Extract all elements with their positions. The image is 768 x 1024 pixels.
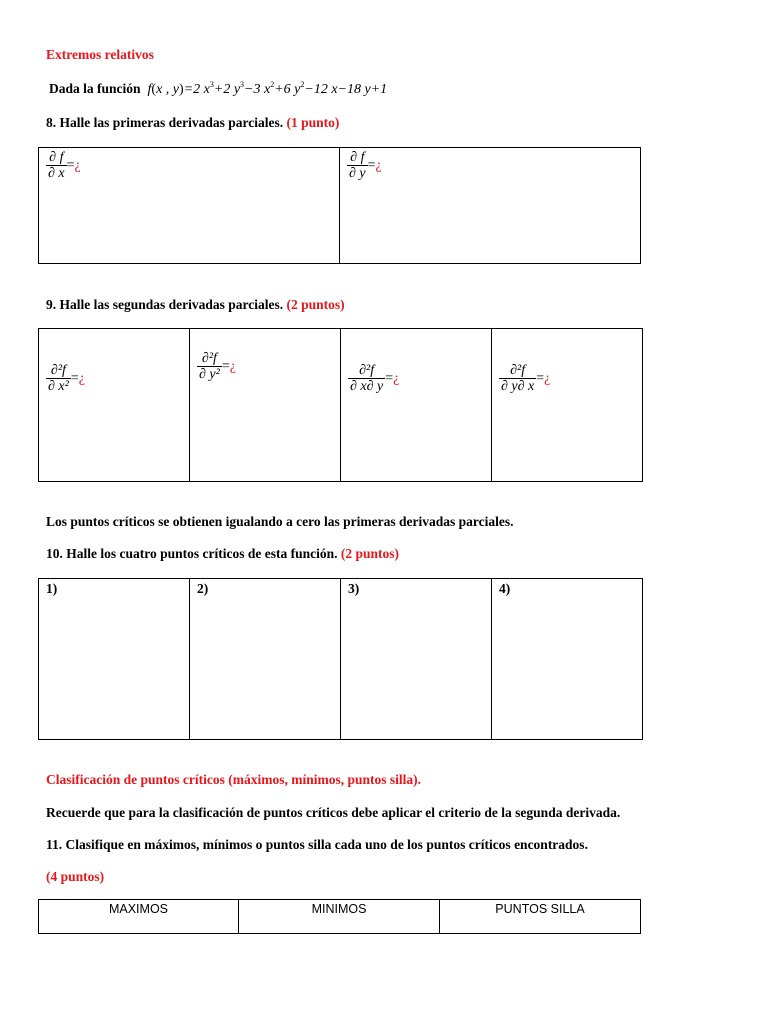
question-10-points: (2 puntos) xyxy=(340,546,400,561)
question-8 xyxy=(46,115,339,131)
question-9-text: 9. Halle las segundas derivadas parciales. xyxy=(46,297,284,312)
placeholder-mark: ¿ xyxy=(74,157,81,173)
cell-d2f-dx2[interactable]: $\frac{\text{∂²f}}{\text{∂ x²}}$ =¿ xyxy=(39,329,190,482)
question-10-text: 10. Halle los cuatro puntos críticos de esta función. xyxy=(46,546,338,561)
placeholder-mark: ¿ xyxy=(544,370,551,386)
section-title-extremos: Extremos relativos xyxy=(46,47,154,62)
question-10 xyxy=(46,546,399,562)
fraction-d2f-dy2: $\frac{\text{∂²f}}{\text{∂ y²}}$ xyxy=(199,351,220,382)
question-11-text: 11. Clasifique en máximos, mínimos o puntos silla cada uno de los puntos críticos encontrados. xyxy=(46,837,588,852)
critical-point-cell-1[interactable] xyxy=(39,579,190,740)
function-formula-rendered: f(x , y)=2 $x^3+2$ $y^3-3$ $x^2+6$ $y^2-12$ x−18 y+1 xyxy=(147,80,388,97)
cell-df-dx[interactable]: $\frac{\partial f}{\partial x}$ =¿ xyxy=(39,148,340,264)
critical-point-cell-4[interactable] xyxy=(492,579,643,740)
cell-df-dy[interactable]: $\frac{\partial f}{\partial y}$ =¿ xyxy=(340,148,641,264)
critical-points-table xyxy=(38,578,643,740)
placeholder-mark: ¿ xyxy=(78,370,85,386)
header-maximos[interactable]: MAXIMOS xyxy=(39,900,239,934)
second-derivatives-table xyxy=(38,328,643,482)
cell-d2f-dxdy[interactable]: $\frac{\text{∂²f}}{\partial x\partial y}$ =¿ xyxy=(341,329,492,482)
critical-point-label: 4) xyxy=(499,581,511,596)
critical-point-label: 3) xyxy=(348,581,360,596)
fraction-d2f-dxdy: $\frac{\text{∂²f}}{\partial x\partial y}$ xyxy=(350,363,384,394)
placeholder-mark: ¿ xyxy=(229,358,236,374)
given-prefix: Dada la función xyxy=(49,81,141,96)
cell-d2f-dydx[interactable]: $\frac{\text{∂²f}}{\partial y\partial x}$ =¿ xyxy=(492,329,643,482)
critical-point-label: 2) xyxy=(197,581,209,596)
header-minimos[interactable]: MINIMOS xyxy=(239,900,440,934)
critical-points-note: Los puntos críticos se obtienen igualando a cero las primeras derivadas parciales. xyxy=(46,514,514,529)
first-derivatives-table xyxy=(38,147,641,264)
question-9-points: (2 puntos) xyxy=(286,297,345,312)
section-title-clasificacion: Clasificación de puntos críticos (máximos, mínimos, puntos silla). xyxy=(46,772,422,787)
fraction-df-dy: $\frac{\partial f}{\partial y}$ xyxy=(349,150,366,181)
question-8-points: (1 punto) xyxy=(286,115,340,130)
classification-table xyxy=(38,899,641,934)
header-puntos-silla[interactable]: PUNTOS SILLA xyxy=(440,900,641,934)
question-8-text: 8. Halle las primeras derivadas parciales. xyxy=(46,115,284,130)
given-function-line xyxy=(49,80,387,98)
critical-point-label: 1) xyxy=(46,581,58,596)
placeholder-mark: ¿ xyxy=(375,157,382,173)
cell-d2f-dy2[interactable]: $\frac{\text{∂²f}}{\text{∂ y²}}$ =¿ xyxy=(190,329,341,482)
placeholder-mark: ¿ xyxy=(393,370,400,386)
question-11-points: (4 puntos) xyxy=(46,869,105,884)
fraction-df-dx: $\frac{\partial f}{\partial x}$ xyxy=(48,150,65,181)
second-derivative-note: Recuerde que para la clasificación de puntos críticos debe aplicar el criterio de la segunda derivada. xyxy=(46,805,621,820)
critical-point-cell-3[interactable] xyxy=(341,579,492,740)
question-9 xyxy=(46,297,345,313)
fraction-d2f-dx2: $\frac{\text{∂²f}}{\text{∂ x²}}$ xyxy=(48,363,69,394)
function-formula xyxy=(148,82,388,97)
fraction-d2f-dydx: $\frac{\text{∂²f}}{\partial y\partial x}$ xyxy=(501,363,535,394)
critical-point-cell-2[interactable] xyxy=(190,579,341,740)
